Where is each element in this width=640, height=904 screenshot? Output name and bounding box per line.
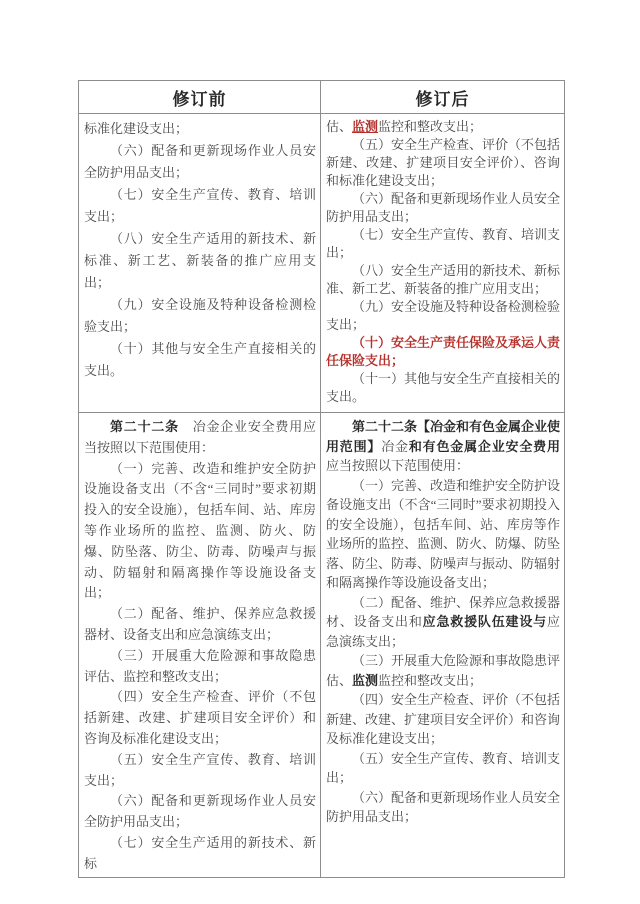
paragraph bbox=[326, 690, 560, 749]
paragraph bbox=[326, 417, 560, 476]
text-segment: （六）配备和更新现场作业人员安全防护用品支出； bbox=[326, 789, 561, 824]
paragraph bbox=[326, 651, 560, 690]
text-segment: （九）安全设施及特种设备检测检验支出； bbox=[326, 299, 561, 332]
paragraph bbox=[326, 788, 560, 827]
paragraph bbox=[326, 136, 560, 190]
cell-after-row2 bbox=[321, 413, 565, 878]
header-row bbox=[79, 81, 565, 114]
header-before: 修订前 bbox=[79, 81, 321, 114]
text-segment: （八）安全生产适用的新技术、新标准、新工艺、新装备的推广应用支出； bbox=[84, 231, 316, 290]
revised-text-segment: 监测 bbox=[352, 119, 379, 134]
cell-after-row1 bbox=[321, 114, 565, 413]
header-after: 修订后 bbox=[321, 81, 565, 114]
text-segment: 标准化建设支出； bbox=[84, 121, 189, 136]
paragraph bbox=[84, 459, 316, 605]
text-segment: （五）安全生产检查、评价（不包括新建、改建、扩建项目安全评价）、咨询和标准化建设支出； bbox=[326, 137, 561, 188]
paragraph bbox=[326, 262, 560, 298]
text-segment: 冶金 bbox=[381, 438, 409, 454]
text-segment: （七）安全生产宣传、教育、培训支出； bbox=[84, 187, 316, 224]
text-segment: 估、 bbox=[326, 119, 353, 134]
paragraph bbox=[84, 687, 316, 749]
paragraph bbox=[326, 593, 560, 652]
revised-text-segment: 监测 bbox=[352, 672, 379, 688]
paragraph bbox=[84, 646, 316, 688]
text-segment: （五）安全生产宣传、教育、培训支出； bbox=[326, 750, 561, 785]
paragraph bbox=[84, 750, 316, 792]
cell-before-row1 bbox=[79, 114, 321, 413]
paragraph bbox=[326, 476, 560, 593]
text-segment: （五）安全生产宣传、教育、培训支出； bbox=[84, 751, 316, 788]
revision-comparison-table bbox=[78, 80, 565, 878]
text-segment: （一）完善、改造和维护安全防护设施设备支出（不含“三同时”要求初期投入的安全设施），包括车间、站、库房等作业场所的监控、监测、防火、防爆、防坠落、防尘、防毒、防噪声与振动、防辐射和隔离操作等设施设备支出； bbox=[84, 460, 316, 601]
paragraph bbox=[84, 604, 316, 646]
revised-text-segment: 第二十二条 bbox=[110, 419, 179, 434]
text-segment: 冶金企业安全费用应当按照以下范围使用： bbox=[84, 419, 316, 455]
text-segment: 应当按照以下范围使用： bbox=[326, 458, 470, 473]
paragraph bbox=[84, 833, 316, 875]
text-segment: （四）安全生产检查、评价（不包括新建、改建、扩建项目安全评价）和咨询及标准化建设支出； bbox=[84, 689, 316, 746]
text-segment: （三）开展重大危险源和事故隐患评估、 bbox=[326, 653, 561, 688]
paragraph bbox=[84, 294, 316, 338]
text-segment: （四）安全生产检查、评价（不包括新建、改建、扩建项目安全评价）和咨询及标准化建设支出； bbox=[326, 692, 561, 746]
paragraph bbox=[326, 370, 560, 406]
text-segment: （八）安全生产适用的新技术、新标准、新工艺、新装备的推广应用支出； bbox=[326, 263, 561, 296]
text-segment: （三）开展重大危险源和事故隐患评估、监控和整改支出； bbox=[84, 647, 316, 684]
text-segment: 监控和整改支出； bbox=[378, 119, 483, 134]
paragraph bbox=[84, 140, 316, 184]
text-segment: 监控和整改支出； bbox=[378, 672, 483, 688]
text-segment: （十）其他与安全生产直接相关的支出。 bbox=[84, 341, 316, 378]
text-segment: （十一）其他与安全生产直接相关的支出。 bbox=[326, 371, 561, 404]
paragraph bbox=[84, 338, 316, 382]
revised-text-segment: 第二十二条【冶金和有色金属企业使用范围】 bbox=[326, 419, 561, 454]
table-row bbox=[79, 413, 565, 878]
paragraph bbox=[326, 190, 560, 226]
paragraph bbox=[84, 184, 316, 228]
paragraph bbox=[84, 118, 316, 140]
text-segment: （七）安全生产宣传、教育、培训支出； bbox=[326, 227, 561, 260]
paragraph bbox=[326, 749, 560, 788]
text-segment: （七）安全生产适用的新技术、新标 bbox=[84, 834, 316, 871]
text-segment: （六）配备和更新现场作业人员安全防护用品支出； bbox=[84, 143, 316, 180]
paragraph bbox=[84, 417, 316, 459]
text-segment: 应急演练支出； bbox=[326, 614, 560, 649]
paragraph bbox=[326, 118, 560, 136]
cell-before-row2 bbox=[79, 413, 321, 878]
text-segment: （二）配备、维护、保养应急救援器材、设备支出和 bbox=[326, 594, 561, 629]
paragraph bbox=[84, 791, 316, 833]
paragraph bbox=[326, 298, 560, 334]
revised-text-segment: （十）安全生产责任保险及承运人责任保险支出； bbox=[326, 335, 561, 368]
text-segment: （一）完善、改造和维护安全防护设备设施支出（不含“三同时”要求初期投入的安全设施），包括车间、站、库房等作业场所的监控、监测、防火、防爆、防坠落、防尘、防毒、防噪声与振动、防辐射和隔离操作等设施设备支出； bbox=[326, 477, 561, 590]
text-segment: （九）安全设施及特种设备检测检验支出； bbox=[84, 297, 316, 334]
revised-text-segment: 和有色金属企业安全费用 bbox=[408, 438, 560, 454]
paragraph bbox=[84, 228, 316, 294]
text-segment: （六）配备和更新现场作业人员安全防护用品支出； bbox=[84, 793, 316, 830]
paragraph bbox=[326, 334, 560, 370]
text-segment: （六）配备和更新现场作业人员安全防护用品支出； bbox=[326, 191, 561, 224]
table-row bbox=[79, 114, 565, 413]
revised-text-segment: 应急救援队伍建设与 bbox=[422, 614, 547, 629]
paragraph bbox=[326, 226, 560, 262]
text-segment: （二）配备、维护、保养应急救援器材、设备支出和应急演练支出； bbox=[84, 606, 316, 642]
